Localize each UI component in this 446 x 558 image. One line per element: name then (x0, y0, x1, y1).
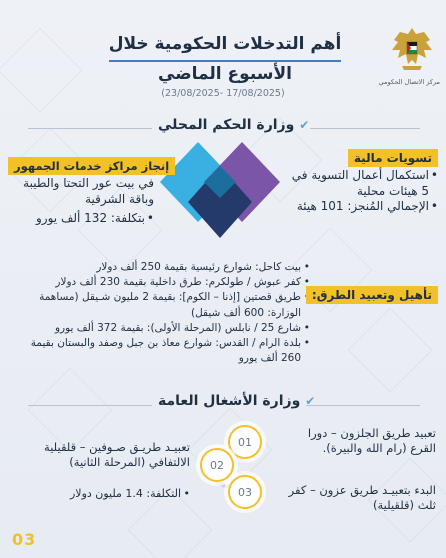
step-number-01: 01 (228, 425, 262, 459)
page-title (90, 32, 360, 86)
section-title-public-works (158, 393, 315, 409)
government-logo (378, 24, 440, 94)
step-03-text: البدء بتعبيـد طريق عزون – كفر ثلث (قلقيلية) (288, 483, 436, 512)
list-item: • استكمال أعمال التسوية في 5 هيئات محلية (286, 168, 438, 199)
list-item: • بلدة الرام / القدس: شوارع معاذ بن جبل وصفد والبستان بقيمة 260 ألف يورو (16, 336, 310, 366)
section-divider-left (28, 128, 152, 142)
service-centers-label: إنجاز مراكز خدمات الجمهور (8, 157, 175, 175)
list-item: • بيت كاحل: شوارع رئيسية بقيمة 250 ألف دولار (16, 260, 310, 275)
section-title-public-works-text: وزارة الأشغال العامة (158, 393, 301, 409)
step-number-03: 03 (228, 475, 262, 509)
page-number: 03 (12, 530, 37, 549)
step-02-cost-list (8, 487, 190, 501)
service-centers-cost-list (8, 211, 154, 227)
list-item: • الإجمالي المُنجز: 101 هيئة (286, 199, 438, 215)
step-number-02: 02 (200, 448, 234, 482)
logo-label: مركز الاتصال الحكومي (378, 78, 440, 86)
section-divider-right (310, 128, 420, 142)
list-item: • طريق قصتين [إذنا – الكوم]: بقيمة 2 مليون شـيقل (مساهمة الوزارة: 600 ألف شيقل) (16, 290, 310, 320)
section-title-local-gov-text: وزارة الحكم المحلي (158, 117, 295, 133)
section-title-local-gov (158, 117, 309, 133)
roads-list (16, 260, 310, 367)
financial-settlements-label: تسويات مالية (348, 149, 438, 167)
step-02-text: تعبيـد طريـق صـوفين – قلقيلية الالتفافي (المرحلة الثانية) (44, 440, 190, 469)
check-icon: ✔ (305, 394, 316, 408)
eagle-emblem-icon (390, 24, 434, 76)
section-divider-left (28, 405, 152, 419)
check-icon: ✔ (299, 118, 310, 132)
date-range: (17/08/2025 -23/08/2025) (161, 88, 285, 99)
financial-settlements-list (286, 168, 438, 215)
title-line-1: أهم التدخلات الحكومية خلال (109, 32, 342, 62)
diamond-graphic (160, 140, 280, 248)
list-item: • التكلفة: 1.4 مليون دولار (8, 487, 190, 501)
list-item: • كفر عبوش / طولكرم: طرق داخلية بقيمة 230 ألف دولار (16, 275, 310, 290)
step-01-text: تعبيد طريق الجلزون – دورا القرع (رام الله والبيرة). (307, 426, 436, 455)
service-centers-text: في بيت عور التحتا والطيبة وباقة الشرقية (23, 176, 154, 206)
list-item: • شارع 25 / نابلس (المرحلة الأولى): بقيمة 372 ألف يورو (16, 321, 310, 336)
list-item: • بتكلفة: 132 ألف يورو (8, 211, 154, 227)
roads-label: تأهيل وتعبيد الطرق: (306, 286, 438, 304)
title-line-2: الأسبوع الماضي (158, 63, 292, 84)
section-divider-right (306, 405, 420, 419)
